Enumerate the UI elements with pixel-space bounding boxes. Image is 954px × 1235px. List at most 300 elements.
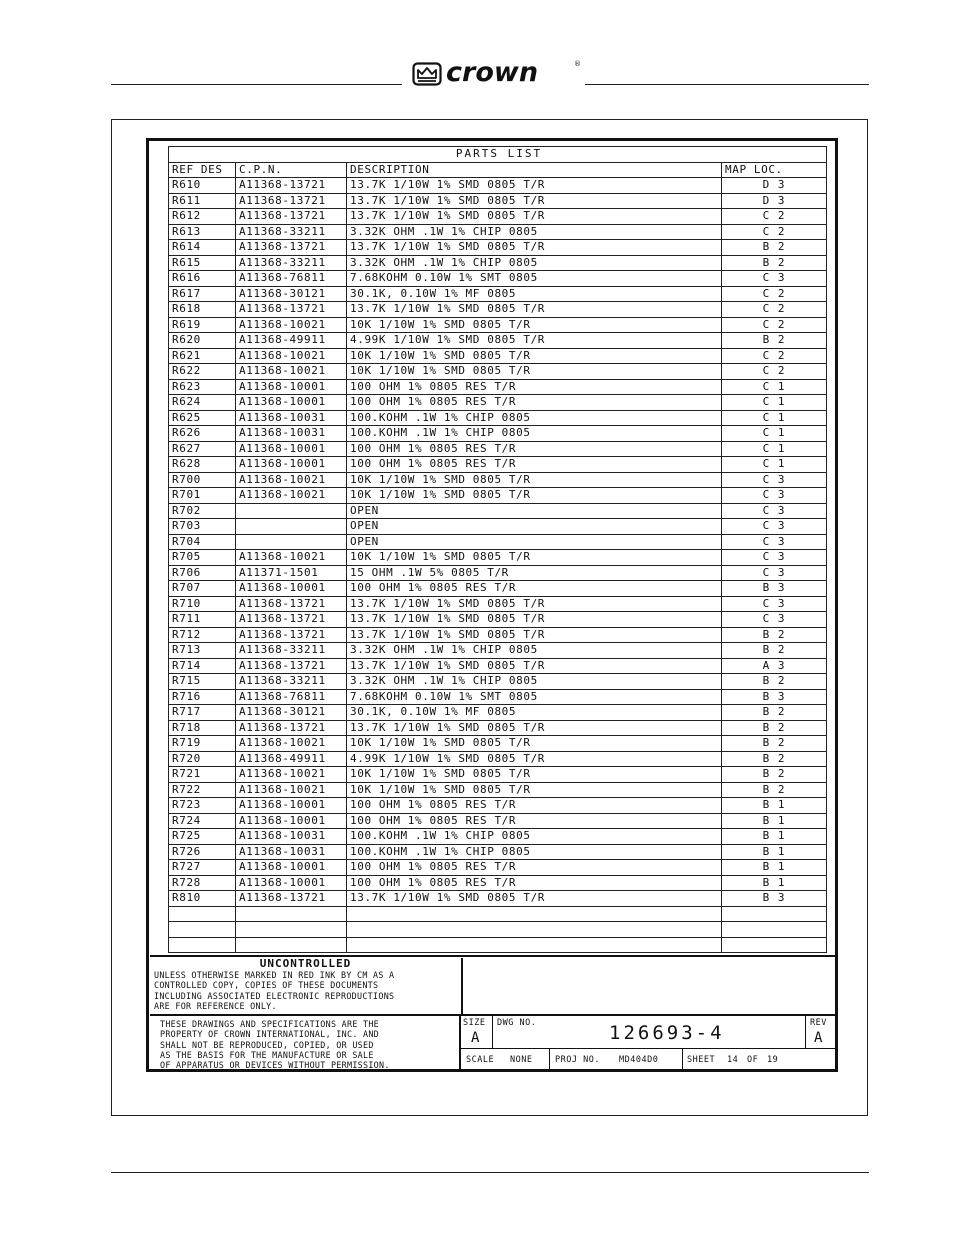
map-loc-cell: C 3 — [722, 550, 827, 566]
map-loc-cell: B 3 — [722, 891, 827, 907]
description-cell: 13.7K 1/10W 1% SMD 0805 T/R — [347, 658, 722, 674]
description-cell: 7.68KOHM 0.10W 1% SMT 0805 — [347, 689, 722, 705]
map-loc-cell: C 1 — [722, 441, 827, 457]
description-cell: 13.7K 1/10W 1% SMD 0805 T/R — [347, 209, 722, 225]
table-row — [169, 612, 827, 628]
table-row — [169, 209, 827, 225]
description-cell: 100 OHM 1% 0805 RES T/R — [347, 875, 722, 891]
ref-des-cell: R718 — [169, 720, 236, 736]
scale-value: NONE — [510, 1055, 533, 1065]
description-cell: 3.32K OHM .1W 1% CHIP 0805 — [347, 674, 722, 690]
empty-row — [169, 906, 827, 922]
cpn-cell: A11368-33211 — [236, 643, 347, 659]
dwg-no-cell — [493, 1016, 806, 1049]
parts-list-title: PARTS LIST — [169, 147, 827, 163]
parts-list-title-row — [169, 147, 827, 163]
map-loc-cell: B 2 — [722, 782, 827, 798]
table-row — [169, 813, 827, 829]
map-loc-cell: B 1 — [722, 829, 827, 845]
cpn-cell: A11368-10031 — [236, 426, 347, 442]
description-cell: 3.32K OHM .1W 1% CHIP 0805 — [347, 224, 722, 240]
ref-des-cell: R702 — [169, 503, 236, 519]
property-line: AS THE BASIS FOR THE MANUFACTURE OR SALE — [160, 1049, 374, 1060]
ref-des-cell: R621 — [169, 348, 236, 364]
of-label: OF — [747, 1055, 759, 1065]
uncontrolled-notice — [150, 958, 461, 1014]
cpn-cell: A11368-13721 — [236, 178, 347, 194]
sheet-cell — [683, 1049, 836, 1069]
cpn-cell: A11371-1501 — [236, 565, 347, 581]
table-row — [169, 472, 827, 488]
description-cell: 15 OHM .1W 5% 0805 T/R — [347, 565, 722, 581]
property-notice — [150, 1014, 461, 1069]
cpn-cell: A11368-13721 — [236, 302, 347, 318]
description-cell: 13.7K 1/10W 1% SMD 0805 T/R — [347, 178, 722, 194]
map-loc-cell: B 2 — [722, 255, 827, 271]
table-row — [169, 224, 827, 240]
map-loc-cell: B 1 — [722, 844, 827, 860]
cpn-cell: A11368-13721 — [236, 891, 347, 907]
cpn-cell: A11368-10021 — [236, 317, 347, 333]
header-cpn: C.P.N. — [236, 162, 347, 178]
ref-des-cell: R724 — [169, 813, 236, 829]
cpn-cell: A11368-10001 — [236, 875, 347, 891]
cpn-cell: A11368-13721 — [236, 240, 347, 256]
table-row — [169, 550, 827, 566]
ref-des-cell: R613 — [169, 224, 236, 240]
cpn-cell: A11368-30121 — [236, 705, 347, 721]
cpn-cell: A11368-76811 — [236, 689, 347, 705]
rev-value: A — [814, 1030, 823, 1046]
size-cell — [461, 1016, 493, 1049]
map-loc-cell: C 2 — [722, 317, 827, 333]
description-cell: 30.1K, 0.10W 1% MF 0805 — [347, 286, 722, 302]
cpn-cell: A11368-30121 — [236, 286, 347, 302]
ref-des-cell: R616 — [169, 271, 236, 287]
ref-des-cell: R710 — [169, 596, 236, 612]
parts-list-header-row — [169, 162, 827, 178]
map-loc-cell: B 2 — [722, 767, 827, 783]
description-cell: 13.7K 1/10W 1% SMD 0805 T/R — [347, 240, 722, 256]
ref-des-cell: R701 — [169, 488, 236, 504]
map-loc-cell: C 3 — [722, 519, 827, 535]
cpn-cell — [236, 534, 347, 550]
map-loc-cell: B 3 — [722, 581, 827, 597]
table-row — [169, 348, 827, 364]
cpn-cell: A11368-76811 — [236, 271, 347, 287]
description-cell: 100.KOHM .1W 1% CHIP 0805 — [347, 844, 722, 860]
description-cell: 100 OHM 1% 0805 RES T/R — [347, 860, 722, 876]
cpn-cell: A11368-10001 — [236, 798, 347, 814]
size-label: SIZE — [463, 1018, 486, 1028]
ref-des-cell: R716 — [169, 689, 236, 705]
cpn-cell: A11368-13721 — [236, 596, 347, 612]
ref-des-cell: R706 — [169, 565, 236, 581]
notice-line: ARE FOR REFERENCE ONLY. — [154, 1000, 277, 1011]
ref-des-cell: R612 — [169, 209, 236, 225]
table-row — [169, 658, 827, 674]
description-cell: 100 OHM 1% 0805 RES T/R — [347, 798, 722, 814]
table-row — [169, 674, 827, 690]
cpn-cell: A11368-13721 — [236, 627, 347, 643]
description-cell: 10K 1/10W 1% SMD 0805 T/R — [347, 317, 722, 333]
description-cell: 13.7K 1/10W 1% SMD 0805 T/R — [347, 302, 722, 318]
cpn-cell — [236, 519, 347, 535]
brand-name: crown — [446, 57, 539, 88]
description-cell: OPEN — [347, 503, 722, 519]
map-loc-cell: B 2 — [722, 751, 827, 767]
crown-icon — [412, 62, 442, 86]
description-cell: 4.99K 1/10W 1% SMD 0805 T/R — [347, 333, 722, 349]
notice-body — [150, 970, 461, 1011]
ref-des-cell: R714 — [169, 658, 236, 674]
ref-des-cell: R628 — [169, 457, 236, 473]
map-loc-cell: B 2 — [722, 627, 827, 643]
table-row — [169, 364, 827, 380]
table-row — [169, 302, 827, 318]
ref-des-cell: R705 — [169, 550, 236, 566]
cpn-cell: A11368-10021 — [236, 736, 347, 752]
description-cell: 13.7K 1/10W 1% SMD 0805 T/R — [347, 720, 722, 736]
ref-des-cell: R707 — [169, 581, 236, 597]
description-cell: 10K 1/10W 1% SMD 0805 T/R — [347, 550, 722, 566]
notice-line: CONTROLLED COPY, COPIES OF THESE DOCUMENTS — [154, 980, 379, 991]
cpn-cell: A11368-13721 — [236, 720, 347, 736]
empty-cell — [347, 922, 722, 938]
sheet-total: 19 — [767, 1055, 779, 1065]
map-loc-cell: C 3 — [722, 565, 827, 581]
table-row — [169, 178, 827, 194]
description-cell: 100 OHM 1% 0805 RES T/R — [347, 813, 722, 829]
table-row — [169, 193, 827, 209]
cpn-cell: A11368-10031 — [236, 410, 347, 426]
notice-heading: UNCONTROLLED — [259, 957, 352, 970]
map-loc-cell: B 1 — [722, 875, 827, 891]
proj-cell — [550, 1049, 683, 1069]
footer-rule — [111, 1172, 869, 1173]
description-cell: 13.7K 1/10W 1% SMD 0805 T/R — [347, 891, 722, 907]
sheet-value: 14 — [727, 1055, 739, 1065]
empty-cell — [236, 937, 347, 953]
table-row — [169, 333, 827, 349]
description-cell: 13.7K 1/10W 1% SMD 0805 T/R — [347, 627, 722, 643]
table-row — [169, 751, 827, 767]
cpn-cell: A11368-10001 — [236, 441, 347, 457]
description-cell: 13.7K 1/10W 1% SMD 0805 T/R — [347, 612, 722, 628]
empty-cell — [347, 906, 722, 922]
description-cell: 100 OHM 1% 0805 RES T/R — [347, 457, 722, 473]
cpn-cell: A11368-33211 — [236, 224, 347, 240]
map-loc-cell: B 1 — [722, 813, 827, 829]
cpn-cell: A11368-10001 — [236, 379, 347, 395]
table-row — [169, 255, 827, 271]
description-cell: OPEN — [347, 519, 722, 535]
cpn-cell: A11368-10001 — [236, 457, 347, 473]
header-description: DESCRIPTION — [347, 162, 722, 178]
table-row — [169, 798, 827, 814]
ref-des-cell: R725 — [169, 829, 236, 845]
map-loc-cell: C 1 — [722, 426, 827, 442]
empty-cell — [722, 937, 827, 953]
map-loc-cell: C 3 — [722, 534, 827, 550]
dwg-no-label: DWG NO. — [497, 1018, 537, 1028]
table-row — [169, 829, 827, 845]
ref-des-cell: R610 — [169, 178, 236, 194]
description-cell: 3.32K OHM .1W 1% CHIP 0805 — [347, 255, 722, 271]
empty-cell — [236, 906, 347, 922]
description-cell: 100.KOHM .1W 1% CHIP 0805 — [347, 410, 722, 426]
description-cell: 10K 1/10W 1% SMD 0805 T/R — [347, 782, 722, 798]
cpn-cell: A11368-13721 — [236, 612, 347, 628]
map-loc-cell: C 2 — [722, 224, 827, 240]
table-row — [169, 286, 827, 302]
map-loc-cell: B 3 — [722, 689, 827, 705]
ref-des-cell: R720 — [169, 751, 236, 767]
table-row — [169, 410, 827, 426]
table-row — [169, 395, 827, 411]
table-row — [169, 767, 827, 783]
description-cell: 13.7K 1/10W 1% SMD 0805 T/R — [347, 193, 722, 209]
header-rule-left — [111, 84, 402, 85]
empty-cell — [722, 906, 827, 922]
table-row — [169, 565, 827, 581]
table-row — [169, 426, 827, 442]
ref-des-cell: R618 — [169, 302, 236, 318]
ref-des-cell: R619 — [169, 317, 236, 333]
table-row — [169, 488, 827, 504]
cpn-cell: A11368-13721 — [236, 193, 347, 209]
ref-des-cell: R700 — [169, 472, 236, 488]
empty-cell — [169, 937, 236, 953]
description-cell: 4.99K 1/10W 1% SMD 0805 T/R — [347, 751, 722, 767]
description-cell: 100 OHM 1% 0805 RES T/R — [347, 441, 722, 457]
map-loc-cell: C 1 — [722, 379, 827, 395]
cpn-cell: A11368-10031 — [236, 829, 347, 845]
cpn-cell: A11368-13721 — [236, 658, 347, 674]
header-ref-des: REF DES — [169, 162, 236, 178]
ref-des-cell: R711 — [169, 612, 236, 628]
description-cell: 100.KOHM .1W 1% CHIP 0805 — [347, 426, 722, 442]
cpn-cell: A11368-49911 — [236, 751, 347, 767]
description-cell: 3.32K OHM .1W 1% CHIP 0805 — [347, 643, 722, 659]
table-row — [169, 457, 827, 473]
property-line: OF APPARATUS OR DEVICES WITHOUT PERMISSION. — [160, 1060, 390, 1071]
empty-cell — [722, 922, 827, 938]
map-loc-cell: C 1 — [722, 457, 827, 473]
ref-des-cell: R713 — [169, 643, 236, 659]
drawing-number: 126693-4 — [609, 1022, 725, 1044]
ref-des-cell: R615 — [169, 255, 236, 271]
map-loc-cell: C 3 — [722, 271, 827, 287]
cpn-cell: A11368-10021 — [236, 472, 347, 488]
ref-des-cell: R626 — [169, 426, 236, 442]
cpn-cell: A11368-10021 — [236, 488, 347, 504]
proj-label: PROJ NO. — [555, 1055, 600, 1065]
cpn-cell: A11368-10021 — [236, 348, 347, 364]
description-cell: 10K 1/10W 1% SMD 0805 T/R — [347, 767, 722, 783]
description-cell: 13.7K 1/10W 1% SMD 0805 T/R — [347, 596, 722, 612]
table-row — [169, 596, 827, 612]
header-map-loc: MAP LOC. — [722, 162, 827, 178]
description-cell: 100 OHM 1% 0805 RES T/R — [347, 581, 722, 597]
ref-des-cell: R727 — [169, 860, 236, 876]
table-row — [169, 240, 827, 256]
table-row — [169, 689, 827, 705]
cpn-cell: A11368-10021 — [236, 782, 347, 798]
cpn-cell: A11368-10021 — [236, 767, 347, 783]
property-line: THESE DRAWINGS AND SPECIFICATIONS ARE THE — [160, 1019, 380, 1029]
crown-logo — [410, 57, 582, 90]
map-loc-cell: C 2 — [722, 286, 827, 302]
property-line: SHALL NOT BE REPRODUCED, COPIED, OR USED — [160, 1039, 374, 1050]
map-loc-cell: C 3 — [722, 472, 827, 488]
notice-divider — [461, 958, 463, 1014]
sheet-label: SHEET — [687, 1055, 716, 1065]
description-cell: 7.68KOHM 0.10W 1% SMT 0805 — [347, 271, 722, 287]
description-cell: OPEN — [347, 534, 722, 550]
empty-cell — [169, 922, 236, 938]
notice-line: UNLESS OTHERWISE MARKED IN RED INK BY CM AS A — [154, 970, 395, 980]
map-loc-cell: A 3 — [722, 658, 827, 674]
map-loc-cell: C 2 — [722, 364, 827, 380]
ref-des-cell: R719 — [169, 736, 236, 752]
map-loc-cell: B 1 — [722, 798, 827, 814]
ref-des-cell: R704 — [169, 534, 236, 550]
ref-des-cell: R715 — [169, 674, 236, 690]
table-row — [169, 627, 827, 643]
ref-des-cell: R625 — [169, 410, 236, 426]
map-loc-cell: C 2 — [722, 302, 827, 318]
description-cell: 100 OHM 1% 0805 RES T/R — [347, 395, 722, 411]
ref-des-cell: R611 — [169, 193, 236, 209]
table-row — [169, 271, 827, 287]
sheet-divider — [150, 955, 836, 957]
table-row — [169, 844, 827, 860]
empty-cell — [169, 906, 236, 922]
scale-cell — [461, 1049, 550, 1069]
ref-des-cell: R721 — [169, 767, 236, 783]
map-loc-cell: C 3 — [722, 612, 827, 628]
map-loc-cell: C 2 — [722, 209, 827, 225]
description-cell: 100.KOHM .1W 1% CHIP 0805 — [347, 829, 722, 845]
empty-cell — [236, 922, 347, 938]
empty-row — [169, 922, 827, 938]
description-cell: 10K 1/10W 1% SMD 0805 T/R — [347, 736, 722, 752]
ref-des-cell: R620 — [169, 333, 236, 349]
table-row — [169, 891, 827, 907]
map-loc-cell: B 2 — [722, 333, 827, 349]
cpn-cell: A11368-10021 — [236, 550, 347, 566]
ref-des-cell: R810 — [169, 891, 236, 907]
cpn-cell: A11368-10001 — [236, 860, 347, 876]
table-row — [169, 317, 827, 333]
map-loc-cell: C 1 — [722, 395, 827, 411]
table-row — [169, 782, 827, 798]
map-loc-cell: B 2 — [722, 705, 827, 721]
table-row — [169, 519, 827, 535]
map-loc-cell: C 3 — [722, 596, 827, 612]
description-cell: 10K 1/10W 1% SMD 0805 T/R — [347, 488, 722, 504]
title-block — [461, 1014, 836, 1069]
cpn-cell: A11368-10001 — [236, 395, 347, 411]
cpn-cell: A11368-33211 — [236, 255, 347, 271]
description-cell: 100 OHM 1% 0805 RES T/R — [347, 379, 722, 395]
rev-cell — [806, 1016, 836, 1049]
map-loc-cell: C 3 — [722, 488, 827, 504]
ref-des-cell: R723 — [169, 798, 236, 814]
ref-des-cell: R614 — [169, 240, 236, 256]
ref-des-cell: R726 — [169, 844, 236, 860]
cpn-cell: A11368-13721 — [236, 209, 347, 225]
table-row — [169, 379, 827, 395]
description-cell: 10K 1/10W 1% SMD 0805 T/R — [347, 348, 722, 364]
map-loc-cell: B 2 — [722, 643, 827, 659]
cpn-cell — [236, 503, 347, 519]
cpn-cell: A11368-10031 — [236, 844, 347, 860]
parts-list-table — [168, 146, 827, 953]
empty-row — [169, 937, 827, 953]
map-loc-cell: B 1 — [722, 860, 827, 876]
ref-des-cell: R712 — [169, 627, 236, 643]
description-cell: 30.1K, 0.10W 1% MF 0805 — [347, 705, 722, 721]
ref-des-cell: R622 — [169, 364, 236, 380]
table-row — [169, 441, 827, 457]
map-loc-cell: B 2 — [722, 674, 827, 690]
map-loc-cell: B 2 — [722, 736, 827, 752]
ref-des-cell: R717 — [169, 705, 236, 721]
description-cell: 10K 1/10W 1% SMD 0805 T/R — [347, 364, 722, 380]
table-row — [169, 581, 827, 597]
table-row — [169, 534, 827, 550]
map-loc-cell: D 3 — [722, 193, 827, 209]
map-loc-cell: C 2 — [722, 348, 827, 364]
map-loc-cell: D 3 — [722, 178, 827, 194]
cpn-cell: A11368-10001 — [236, 581, 347, 597]
ref-des-cell: R617 — [169, 286, 236, 302]
table-row — [169, 503, 827, 519]
table-row — [169, 720, 827, 736]
table-row — [169, 643, 827, 659]
registered-mark: ® — [574, 60, 581, 68]
map-loc-cell: B 2 — [722, 720, 827, 736]
table-row — [169, 705, 827, 721]
ref-des-cell: R627 — [169, 441, 236, 457]
ref-des-cell: R728 — [169, 875, 236, 891]
description-cell: 10K 1/10W 1% SMD 0805 T/R — [347, 472, 722, 488]
notice-line: INCLUDING ASSOCIATED ELECTRONIC REPRODUCTIONS — [154, 990, 395, 1001]
ref-des-cell: R623 — [169, 379, 236, 395]
scale-label: SCALE — [466, 1055, 495, 1065]
table-row — [169, 736, 827, 752]
header-rule-right — [585, 84, 869, 85]
proj-value: MD404D0 — [619, 1055, 659, 1065]
map-loc-cell: B 2 — [722, 240, 827, 256]
ref-des-cell: R703 — [169, 519, 236, 535]
size-value: A — [471, 1030, 480, 1046]
rev-label: REV — [810, 1018, 827, 1028]
cpn-cell: A11368-33211 — [236, 674, 347, 690]
table-row — [169, 875, 827, 891]
map-loc-cell: C 1 — [722, 410, 827, 426]
ref-des-cell: R624 — [169, 395, 236, 411]
map-loc-cell: C 3 — [722, 503, 827, 519]
empty-cell — [347, 937, 722, 953]
table-row — [169, 860, 827, 876]
cpn-cell: A11368-10001 — [236, 813, 347, 829]
ref-des-cell: R722 — [169, 782, 236, 798]
property-line: PROPERTY OF CROWN INTERNATIONAL, INC. AND — [160, 1029, 380, 1040]
cpn-cell: A11368-49911 — [236, 333, 347, 349]
